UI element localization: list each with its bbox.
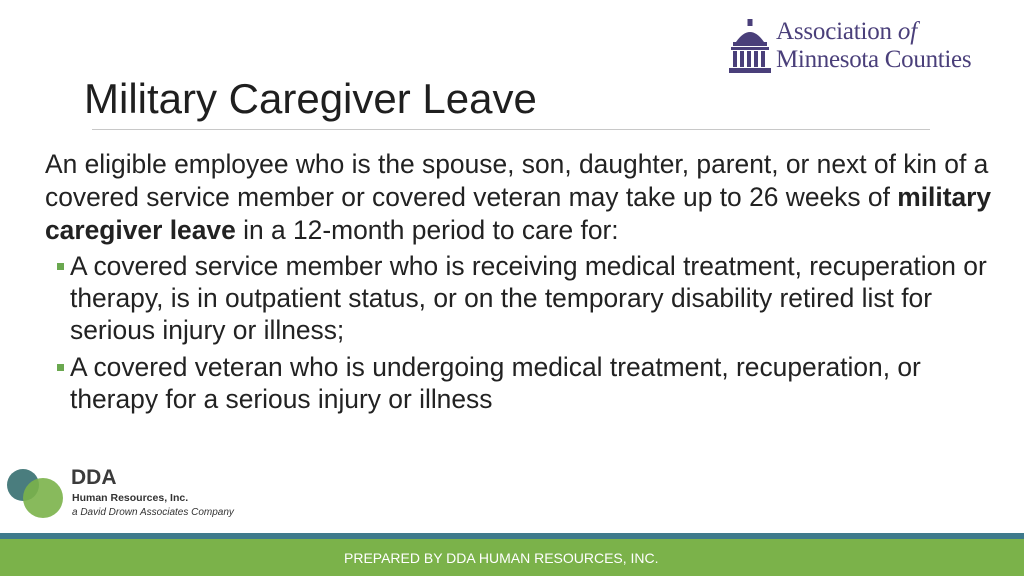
dda-logo-tagline: a David Drown Associates Company <box>72 507 234 518</box>
bullet-list <box>45 250 995 415</box>
dda-logo-name: DDA <box>71 466 117 489</box>
association-logo <box>728 18 1004 78</box>
slide-body <box>45 148 995 415</box>
intro-emphasis: military caregiver leave <box>45 182 992 245</box>
title-divider <box>92 129 930 130</box>
footer-bar <box>0 539 1024 576</box>
dda-logo <box>6 465 256 523</box>
bullet-item: A covered service member who is receiving medical treatment, recuperation or therapy, is in outpatient status, or on the temporary disability retired list for serious injury or illness; <box>45 250 995 346</box>
slide-title: Military Caregiver Leave <box>84 75 537 122</box>
intro-paragraph: An eligible employee who is the spouse, son, daughter, parent, or next of kin of a covered service member or covered veteran may take up to 26 weeks of military caregiver leave in a 12-month period to care for: <box>45 149 992 245</box>
dda-logo-subtitle: Human Resources, Inc. <box>72 492 189 504</box>
association-logo-text <box>776 18 971 74</box>
overlapping-circles-icon <box>6 468 68 518</box>
footer-text: PREPARED BY DDA HUMAN RESOURCES, INC. <box>344 550 659 566</box>
association-logo-line1: Association of <box>776 18 917 45</box>
square-bullet-icon <box>57 263 64 270</box>
association-logo-line2: Minnesota Counties <box>776 46 972 73</box>
bullet-item: A covered veteran who is undergoing medical treatment, recuperation, or therapy for a serious injury or illness <box>45 351 995 415</box>
capitol-dome-icon <box>728 18 772 76</box>
square-bullet-icon <box>57 364 64 371</box>
